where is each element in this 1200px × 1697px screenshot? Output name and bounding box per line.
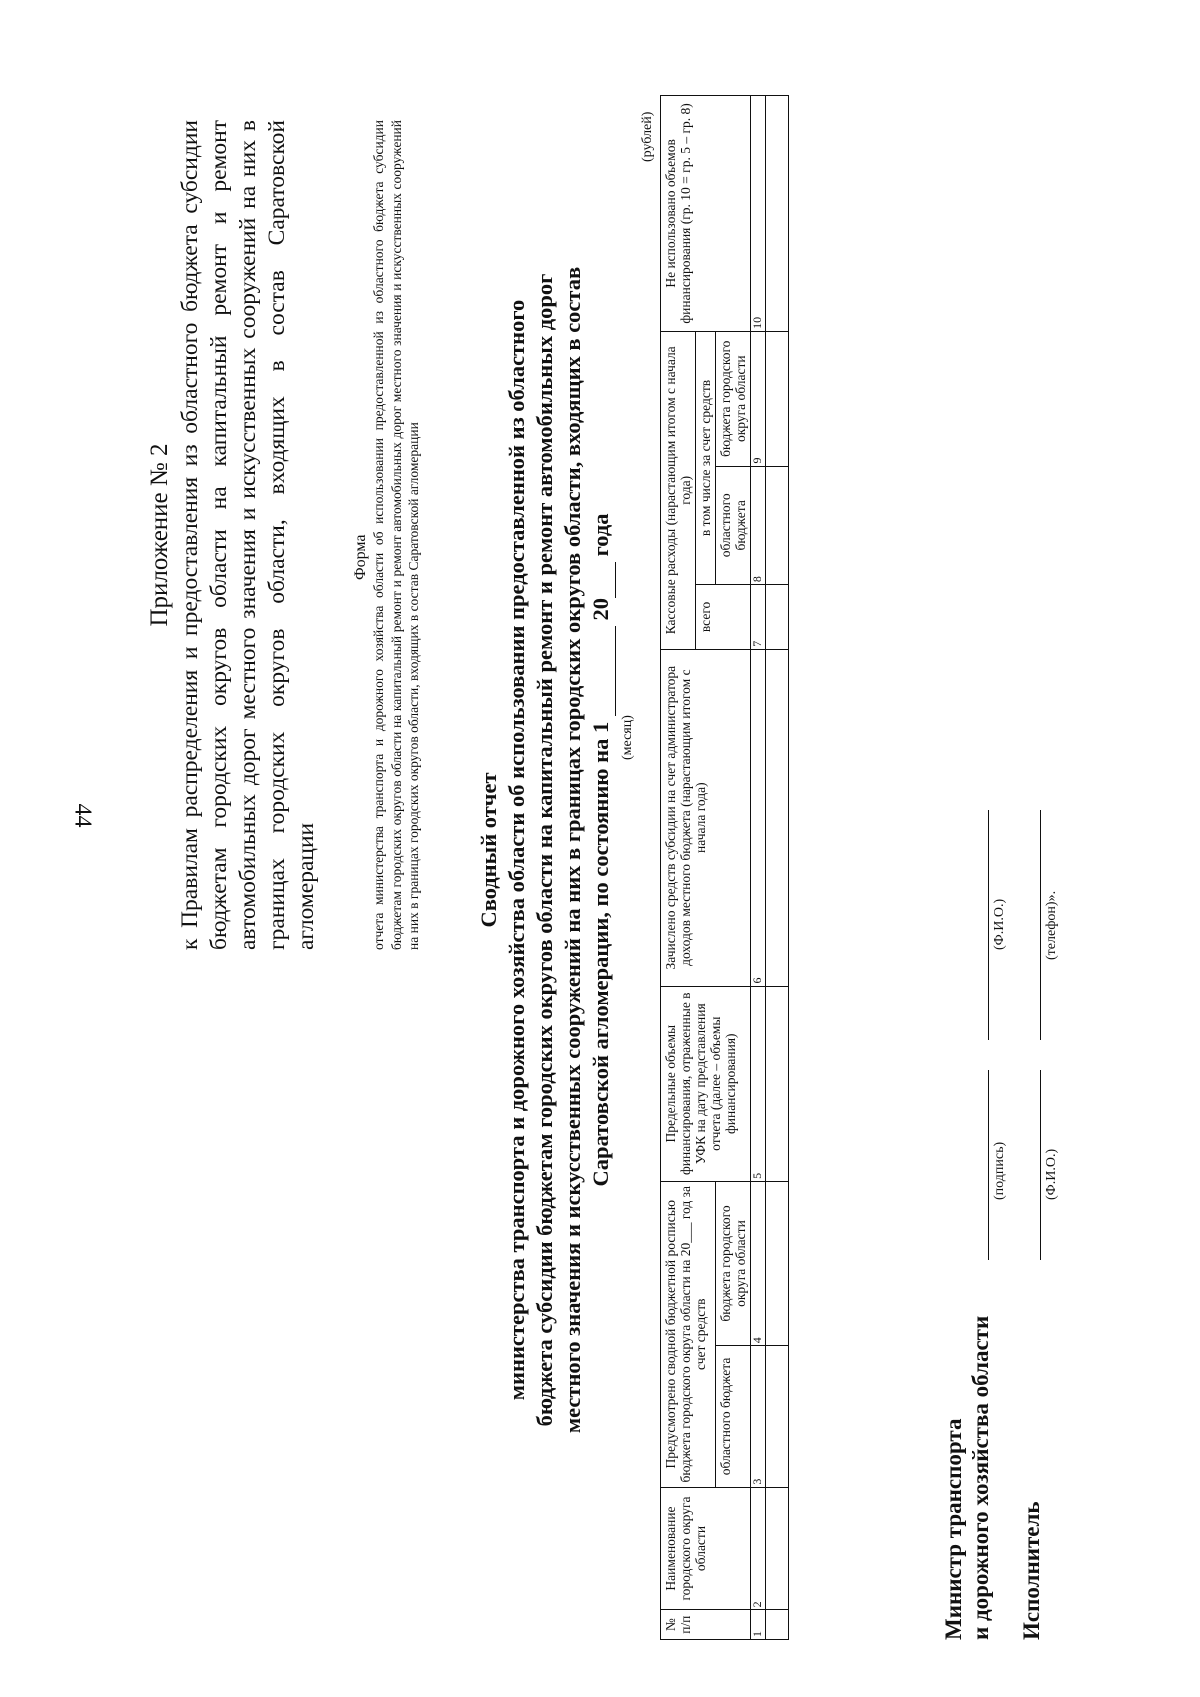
header-district: Наименование городского округа области (661, 1487, 751, 1610)
col-number: 6 (751, 649, 766, 986)
executor-fio-caption: (Ф.И.О.) (1044, 1148, 1059, 1200)
header-regional-budget-exp: областного бюджета (716, 466, 751, 585)
title-date-end: года (588, 513, 613, 557)
header-unused-financing: Не использовано объемов финансирования (гр. 10 = гр. 5 – гр. 8) (661, 96, 751, 332)
report-title (475, 100, 616, 1600)
empty-cell (766, 331, 789, 466)
fio-caption: (Ф.И.О.) (992, 898, 1007, 950)
rotated-page-content (100, 60, 1080, 1640)
header-district-budget-exp: бюджета городского округа области (716, 331, 751, 466)
form-label: Форма (352, 534, 369, 580)
empty-cell (766, 649, 789, 986)
col-number: 2 (751, 1487, 766, 1610)
units-label: (рублей) (640, 111, 655, 162)
executor-label: Исполнитель (1019, 1501, 1044, 1640)
signature-line (988, 1070, 989, 1260)
year-blank (587, 562, 616, 598)
empty-cell (766, 1346, 789, 1487)
empty-cell (766, 1610, 789, 1640)
header-budget-allocation: Предусмотрено сводной бюджетной росписью бюджета городского округа области на 20___ год за счет средств (661, 1181, 716, 1487)
appendix-block (145, 120, 321, 950)
table-header-row-1 (661, 96, 696, 1640)
col-number: 5 (751, 986, 766, 1181)
executor-fio-line (1040, 1070, 1041, 1260)
header-including: в том числе за счет средств (696, 331, 716, 584)
col-number: 7 (751, 585, 766, 650)
empty-cell (766, 986, 789, 1181)
minister-line-2: и дорожного хозяйства области (968, 1315, 993, 1640)
col-number: 4 (751, 1181, 766, 1345)
empty-cell (766, 585, 789, 650)
table-empty-row (766, 96, 789, 1640)
col-number: 1 (751, 1610, 766, 1640)
title-line-2: министерства транспорта и дорожного хозяйства области об использовании предоставленной из областного (504, 299, 529, 1401)
col-number: 9 (751, 331, 766, 466)
header-num: № п/п (661, 1610, 751, 1640)
signature-caption: (подпись) (992, 1141, 1007, 1200)
empty-cell (766, 466, 789, 585)
header-financing-limits: Предельные объемы финансирования, отраженные в УФК на дату представления отчета (далее – объемы финансирования) (661, 986, 751, 1181)
title-date-start: Саратовской агломерации, по состоянию на 1 (588, 721, 613, 1187)
phone-line (1040, 810, 1041, 1040)
empty-cell (766, 1181, 789, 1345)
title-line-5 (587, 100, 616, 1600)
month-caption: (месяц) (620, 715, 635, 760)
phone-caption: (телефон)». (1044, 890, 1059, 960)
page-number: 44 (69, 803, 96, 828)
appendix-text: к Правилам распределения и предоставления из областного бюджета субсидии бюджетам городских округов области на капитальный ремонт и ремонт автомобильных дорог местного значения и искусственных сооружений на них в границах городских округов области, входящих в состав Саратовской агломерации (177, 120, 319, 950)
col-number: 8 (751, 466, 766, 585)
header-regional-budget: областного бюджета (716, 1346, 751, 1487)
col-number: 3 (751, 1346, 766, 1487)
table-column-numbers (751, 96, 766, 1640)
minister-line-1: Министр транспорта (941, 1418, 966, 1640)
title-year-prefix: 20 (588, 598, 613, 621)
title-line-1: Сводный отчет (476, 772, 501, 928)
empty-cell (766, 1487, 789, 1610)
title-line-4: местного значения и искусственных сооружений на них в границах городских округов области, входящих в состав (560, 266, 585, 1434)
title-line-3: бюджета субсидии бюджетам городских округов области на капитальный ремонт и ремонт автомобильных дорог (532, 273, 557, 1427)
empty-cell (766, 96, 789, 332)
fio-line (988, 810, 989, 1040)
header-credited-funds: Зачислено средств субсидии на счет администратора доходов местного бюджета (нарастающим итогом с начала года) (661, 649, 751, 986)
col-number: 10 (751, 96, 766, 332)
appendix-header: Приложение № 2 (146, 443, 173, 627)
header-cash-expenses: Кассовые расходы (нарастающим итогом с начала года) (661, 331, 696, 649)
minister-title (940, 1316, 994, 1640)
month-blank (587, 626, 616, 716)
header-total: всего (696, 585, 751, 650)
header-district-budget: бюджета городского округа области (716, 1181, 751, 1345)
report-table (660, 95, 789, 1640)
form-description: отчета министерства транспорта и дорожного хозяйства области об использовании предоставленной из областного бюджета субсидии бюджетам городских округов области на капитальный ремонт и ремонт автомобильных дорог местного значения и искусственных сооружений на них в границах городских округов области, входящих в состав Саратовской агломерации (371, 120, 421, 950)
